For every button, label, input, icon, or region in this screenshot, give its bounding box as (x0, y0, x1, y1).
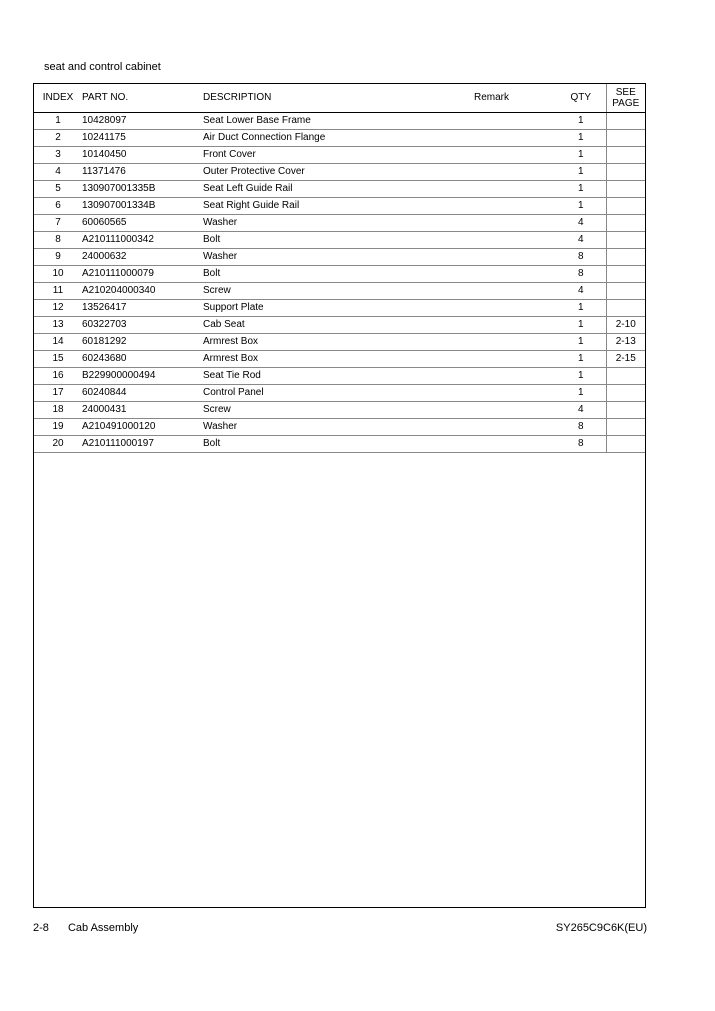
header-part-no: PART NO. (82, 84, 203, 113)
section-name: Cab Assembly (67, 922, 139, 934)
table-row (34, 419, 645, 436)
cell-qty: 1 (556, 147, 606, 164)
cell-see-page (606, 436, 645, 453)
cell-description: Air Duct Connection Flange (203, 130, 474, 147)
table-row (34, 249, 645, 266)
cell-see-page (606, 300, 645, 317)
cell-remark (474, 385, 556, 402)
cell-qty: 8 (556, 249, 606, 266)
cell-qty: 4 (556, 402, 606, 419)
footer-left (33, 921, 138, 935)
header-see-page-line2: PAGE (612, 98, 640, 109)
cell-see-page (606, 113, 645, 130)
cell-part-no: A210491000120 (82, 419, 203, 436)
cell-qty: 4 (556, 232, 606, 249)
cell-qty: 1 (556, 113, 606, 130)
cell-qty: 1 (556, 164, 606, 181)
cell-see-page (606, 198, 645, 215)
parts-table-body (34, 113, 645, 453)
cell-index: 6 (34, 198, 82, 215)
cell-see-page (606, 232, 645, 249)
header-remark: Remark (474, 84, 556, 113)
cell-part-no: A210111000079 (82, 266, 203, 283)
cell-index: 4 (34, 164, 82, 181)
cell-index: 16 (34, 368, 82, 385)
cell-part-no: 10428097 (82, 113, 203, 130)
cell-remark (474, 164, 556, 181)
cell-see-page (606, 368, 645, 385)
cell-part-no: 60240844 (82, 385, 203, 402)
table-row (34, 436, 645, 453)
cell-remark (474, 147, 556, 164)
cell-index: 15 (34, 351, 82, 368)
cell-description: Screw (203, 402, 474, 419)
cell-description: Support Plate (203, 300, 474, 317)
parts-table (34, 84, 645, 453)
header-see-page-line1: SEE (615, 87, 636, 98)
cell-description: Seat Left Guide Rail (203, 181, 474, 198)
cell-qty: 1 (556, 198, 606, 215)
cell-see-page (606, 385, 645, 402)
table-row (34, 266, 645, 283)
cell-description: Armrest Box (203, 334, 474, 351)
model-number: SY265C9C6K(EU) (555, 922, 647, 934)
table-row (34, 181, 645, 198)
cell-description: Seat Tie Rod (203, 368, 474, 385)
cell-remark (474, 113, 556, 130)
cell-part-no: A210204000340 (82, 283, 203, 300)
cell-description: Bolt (203, 266, 474, 283)
cell-qty: 1 (556, 181, 606, 198)
cell-description: Bolt (203, 436, 474, 453)
cell-see-page (606, 215, 645, 232)
cell-see-page: 2-13 (606, 334, 645, 351)
cell-qty: 1 (556, 300, 606, 317)
table-row (34, 351, 645, 368)
table-row (34, 215, 645, 232)
cell-part-no: 11371476 (82, 164, 203, 181)
cell-index: 2 (34, 130, 82, 147)
cell-remark (474, 283, 556, 300)
table-header-row (34, 84, 645, 113)
cell-description: Bolt (203, 232, 474, 249)
cell-index: 19 (34, 419, 82, 436)
cell-index: 9 (34, 249, 82, 266)
cell-description: Control Panel (203, 385, 474, 402)
cell-see-page (606, 164, 645, 181)
header-see-page (606, 84, 645, 113)
cell-part-no: 60181292 (82, 334, 203, 351)
cell-index: 13 (34, 317, 82, 334)
cell-qty: 4 (556, 215, 606, 232)
cell-part-no: 60322703 (82, 317, 203, 334)
table-row (34, 164, 645, 181)
cell-description: Washer (203, 419, 474, 436)
cell-see-page (606, 130, 645, 147)
cell-remark (474, 249, 556, 266)
cell-description: Seat Lower Base Frame (203, 113, 474, 130)
cell-description: Cab Seat (203, 317, 474, 334)
cell-remark (474, 351, 556, 368)
cell-description: Seat Right Guide Rail (203, 198, 474, 215)
cell-qty: 1 (556, 334, 606, 351)
cell-see-page (606, 181, 645, 198)
header-index: INDEX (34, 84, 82, 113)
cell-index: 8 (34, 232, 82, 249)
table-row (34, 232, 645, 249)
cell-description: Armrest Box (203, 351, 474, 368)
cell-index: 5 (34, 181, 82, 198)
cell-description: Front Cover (203, 147, 474, 164)
cell-qty: 8 (556, 266, 606, 283)
header-qty: QTY (556, 84, 606, 113)
cell-part-no: 130907001335B (82, 181, 203, 198)
cell-qty: 1 (556, 351, 606, 368)
cell-description: Washer (203, 215, 474, 232)
table-row (34, 300, 645, 317)
cell-qty: 1 (556, 317, 606, 334)
table-row (34, 283, 645, 300)
cell-remark (474, 266, 556, 283)
cell-index: 1 (34, 113, 82, 130)
cell-remark (474, 334, 556, 351)
cell-qty: 1 (556, 130, 606, 147)
table-row (34, 317, 645, 334)
cell-description: Washer (203, 249, 474, 266)
cell-index: 17 (34, 385, 82, 402)
cell-see-page (606, 249, 645, 266)
cell-part-no: 24000431 (82, 402, 203, 419)
cell-index: 14 (34, 334, 82, 351)
page-number: 2-8 (33, 922, 49, 934)
cell-remark (474, 130, 556, 147)
cell-part-no: A210111000197 (82, 436, 203, 453)
cell-see-page: 2-15 (606, 351, 645, 368)
document-title: seat and control cabinet (44, 61, 161, 73)
cell-part-no: 60243680 (82, 351, 203, 368)
table-row (34, 402, 645, 419)
cell-remark (474, 368, 556, 385)
cell-qty: 4 (556, 283, 606, 300)
cell-remark (474, 232, 556, 249)
cell-part-no: 13526417 (82, 300, 203, 317)
table-row (34, 198, 645, 215)
cell-remark (474, 317, 556, 334)
cell-index: 7 (34, 215, 82, 232)
cell-remark (474, 198, 556, 215)
table-row (34, 147, 645, 164)
cell-see-page (606, 283, 645, 300)
cell-part-no: A210111000342 (82, 232, 203, 249)
cell-part-no: 60060565 (82, 215, 203, 232)
cell-part-no: 10241175 (82, 130, 203, 147)
cell-remark (474, 419, 556, 436)
cell-remark (474, 181, 556, 198)
cell-remark (474, 215, 556, 232)
cell-index: 12 (34, 300, 82, 317)
cell-qty: 1 (556, 385, 606, 402)
table-row (34, 368, 645, 385)
table-row (34, 385, 645, 402)
cell-description: Screw (203, 283, 474, 300)
cell-see-page (606, 402, 645, 419)
cell-qty: 1 (556, 368, 606, 385)
header-description: DESCRIPTION (203, 84, 474, 113)
cell-remark (474, 300, 556, 317)
cell-index: 18 (34, 402, 82, 419)
cell-part-no: 130907001334B (82, 198, 203, 215)
cell-remark (474, 402, 556, 419)
cell-see-page (606, 266, 645, 283)
cell-qty: 8 (556, 419, 606, 436)
cell-index: 3 (34, 147, 82, 164)
cell-part-no: B229900000494 (82, 368, 203, 385)
table-row (34, 334, 645, 351)
cell-qty: 8 (556, 436, 606, 453)
cell-part-no: 10140450 (82, 147, 203, 164)
cell-description: Outer Protective Cover (203, 164, 474, 181)
cell-see-page (606, 419, 645, 436)
table-row (34, 130, 645, 147)
cell-remark (474, 436, 556, 453)
table-row (34, 113, 645, 130)
cell-see-page (606, 147, 645, 164)
cell-index: 10 (34, 266, 82, 283)
cell-part-no: 24000632 (82, 249, 203, 266)
parts-list-frame (33, 83, 646, 908)
cell-see-page: 2-10 (606, 317, 645, 334)
cell-index: 11 (34, 283, 82, 300)
cell-index: 20 (34, 436, 82, 453)
